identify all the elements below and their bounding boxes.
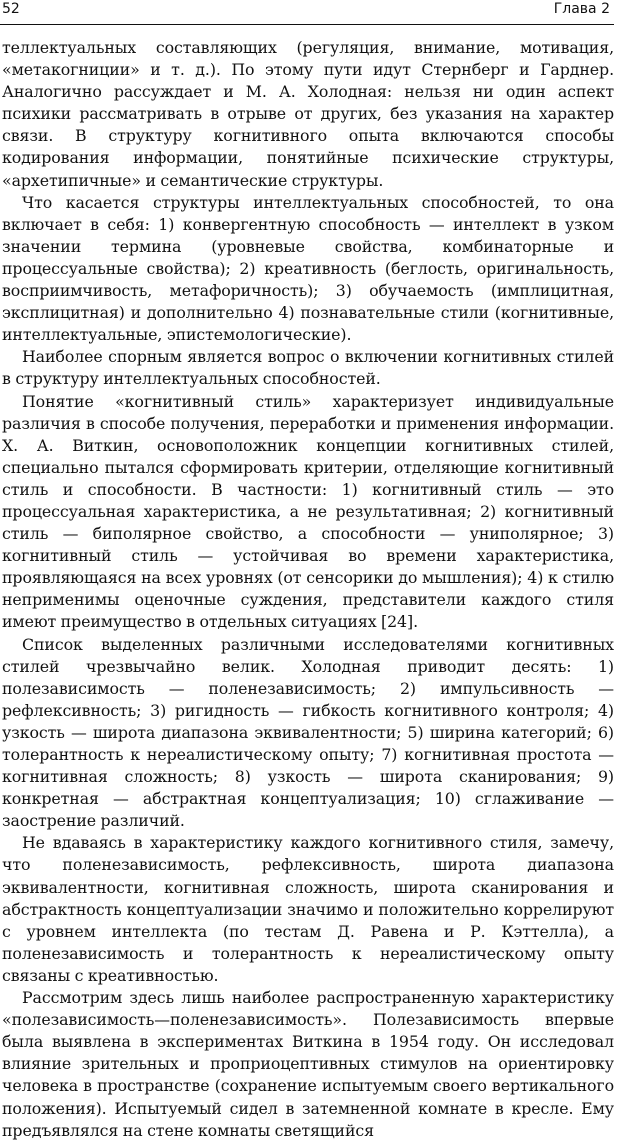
paragraph-controversial-question: Наиболее спорным является вопрос о включении когнитивных стилей в структуру интеллектуальных способностей. bbox=[2, 347, 614, 389]
body-text bbox=[2, 37, 614, 1142]
paragraph-intellectual-abilities: Что касается структуры интеллектуальных способностей, то она включает в себя: 1) конвергентную способность — интеллект в узком значении термина (уровневые свойства, комбинаторные и процессуальные свойства); 2) креативность (беглость, оригинальность, восприимчивость, метафоричность); 3) обучаемость (имплицитная, эксплицитная) и дополнительно 4) познавательные стили (когнитивные, интеллектуальные, эпистемологические). bbox=[2, 192, 614, 345]
paragraph-cognitive-style-concept: Понятие «когнитивный стиль» характеризует индивидуальные различия в способе получения, переработки и применения информации. Х. А. Виткин, основоположник концепции когнитивных стилей, специально пытался сформировать критерии, отделяющие когнитивный стиль и способности. В частности: 1) когнитивный стиль — это процессуальная характеристика, а не результативная; 2) когнитивный стиль — биполярное свойство, а способности — униполярное; 3) когнитивный стиль — устойчивая во времени характеристика, проявляющаяся на всех уровнях (от сенсорики до мышления); 4) к стилю неприменимы оценочные суждения, представители каждого стиля имеют преимущество в отдельных ситуациях [24]. bbox=[2, 391, 614, 632]
paragraph-field-dependence: Рассмотрим здесь лишь наиболее распространенную характеристику «полезависимость—поленезависимость». Полезависимость впервые была выявлена в экспериментах Виткина в 1954 году. Он исследовал влияние зрительных и проприоцептивных стимулов на ориентировку человека в пространстве (сохранение испытуемым своего вертикального положения). Испытуемый сидел в затемненной комнате в кресле. Ему предъявлялся на стене комнаты светящийся bbox=[2, 988, 614, 1140]
page-number: 52 bbox=[2, 1, 20, 17]
chapter-label: Глава 2 bbox=[553, 1, 610, 17]
paragraph-correlations: Не вдаваясь в характеристику каждого когнитивного стиля, замечу, что поленезависимость, рефлексивность, широта диапазона эквивалентности, когнитивная сложность, широта сканирования и абстрактность концептуализации значимо и положительно коррелируют с уровнем интеллекта (по тестам Д. Равена и Р. Кэттелла), а поленезависимость и толерантность к нереалистическому опыту связаны с креативностью. bbox=[2, 833, 614, 985]
running-header bbox=[0, 0, 614, 25]
paragraph-cognitive-styles-list: Список выделенных различными исследователями когнитивных стилей чрезвычайно велик. Холодная приводит десять: 1) полезависимость — поленезависимость; 2) импульсивность — рефлексивность; 3) ригидность — гибкость когнитивного контроля; 4) узкость — широта диапазона эквивалентности; 5) ширина категорий; 6) толерантность к нереалистическому опыту; 7) когнитивная простота — когнитивная сложность; 8) узкость — широта сканирования; 9) конкретная — абстрактная концептуализация; 10) сглаживание — заострение различий. bbox=[2, 634, 614, 831]
paragraph-continuation: теллектуальных составляющих (регуляция, внимание, мотивация, «метакогниции» и т. д.). По этому пути идут Стернберг и Гарднер. Аналогично рассуждает и М. А. Холодная: нельзя ни один аспект психики рассматривать в отрыве от других, без указания на характер связи. В структуру когнитивного опыта включаются способы кодирования информации, понятийные психические структуры, «архетипичные» и семантические структуры. bbox=[2, 38, 614, 190]
